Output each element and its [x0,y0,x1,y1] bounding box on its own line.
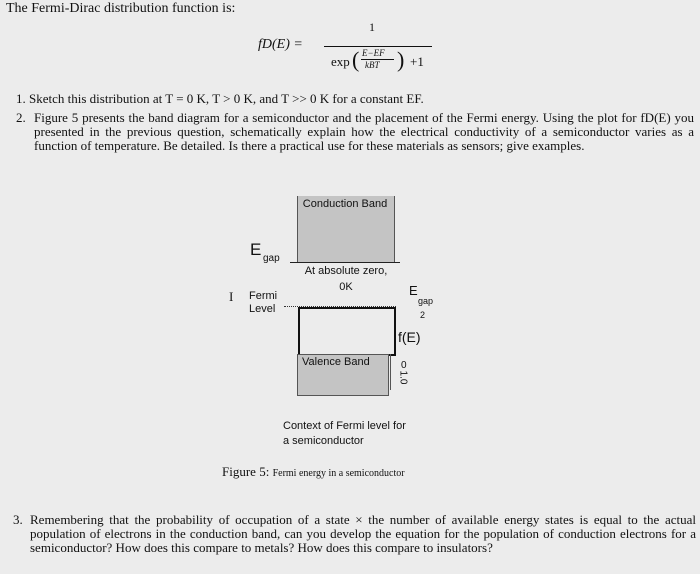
fermi-level-marker-icon: I [229,289,234,304]
egap-right-label: E [409,283,418,298]
formula-plus-one: +1 [410,54,424,69]
egap-right-denominator: 2 [420,310,426,320]
fermi-function-box [298,307,396,356]
formula-inner-denominator: kBT [365,60,380,70]
formula-right-paren: ) [397,47,405,72]
fermi-level-label: Fermi Level [249,290,278,315]
figure-caption [222,464,405,480]
formula-lhs: fD(E) = [258,37,303,52]
egap-left-subscript: gap [263,253,280,264]
question-1 [16,92,686,106]
diagram-context-caption: Context of Fermi level for a semiconductor [283,420,406,447]
valence-band-label: Valence Band [302,356,370,368]
egap-left-label: E [250,240,262,259]
absolute-zero-label: At absolute zero, 0K [304,265,388,293]
formula-inner-numerator: E−EF [362,48,385,58]
question-3-number: 3. [13,512,23,527]
formula-exp: exp [331,54,350,69]
f-of-e-label: f(E) [398,329,421,345]
question-2-number: 2. [16,110,26,125]
formula-left-paren: ( [352,47,360,72]
conduction-band-label: Conduction Band [302,198,388,210]
f-axis-one: 1.0 [397,370,409,385]
intro-text: The Fermi-Dirac distribution function is: [6,1,236,16]
figure-caption-text: Fermi energy in a semiconductor [272,468,405,479]
formula-fraction-bar [324,46,432,47]
question-1-number: 1. [16,91,26,106]
question-2-text: Figure 5 presents the band diagram for a semiconductor and the placement of the Fermi energy. Using the plot for fD(E) you presented in the previous question, schematically explain how the electrical conductivity of a semiconductor varies as a function of temperature. Be detailed. Is there a practical use for these materials as sensors; give examples. [34,110,694,153]
formula-numerator: 1 [369,20,375,34]
figure-caption-label: Figure 5: [222,464,270,479]
f-axis-zero: 0 [401,360,407,371]
question-1-text: Sketch this distribution at T = 0 K, T > 0 K, and T >> 0 K for a constant EF. [29,91,424,106]
question-3-text: Remembering that the probability of occupation of a state × the number of available energy states is equal to the actual population of electrons in the conduction band, can you develop the equation for the population of conduction electrons for a semiconductor? How does this compare to metals? How does this compare to insulators? [30,512,696,555]
egap-right-subscript: gap [418,296,434,306]
